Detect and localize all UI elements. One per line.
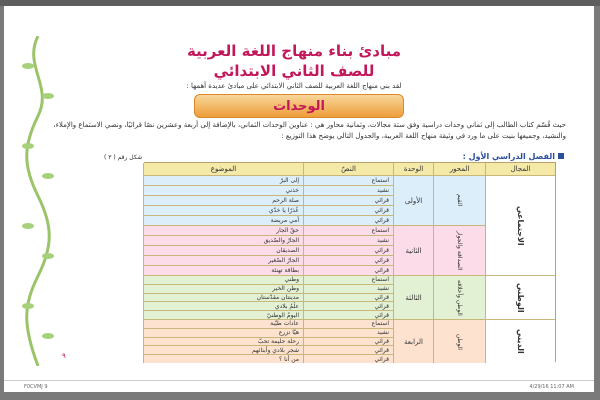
document-page bbox=[4, 6, 594, 392]
majal-label: الوطني bbox=[516, 282, 525, 313]
row-mawdoo: شجر بلادي وأبنائهم bbox=[143, 345, 303, 354]
row-nass: قرائي bbox=[303, 293, 393, 302]
row-mawdoo: حقّ الجار bbox=[143, 225, 303, 235]
row-mawdoo: أمي مريضة bbox=[143, 215, 303, 225]
square-bullet-icon bbox=[558, 153, 564, 159]
wahda-label: الأولى bbox=[404, 196, 423, 205]
row-nass: قرائي bbox=[303, 354, 393, 363]
row-mawdoo: علَمُ بلادي bbox=[143, 301, 303, 310]
header-mawdoo: الموضوع bbox=[143, 163, 303, 175]
decorative-vine-icon bbox=[18, 36, 58, 366]
row-mawdoo: الصديقان bbox=[143, 245, 303, 255]
units-table bbox=[144, 162, 556, 362]
wahda-label: الرابعة bbox=[404, 337, 423, 346]
mahwar-cell bbox=[433, 275, 485, 319]
row-nass: نشيد bbox=[303, 328, 393, 337]
row-nass: نشيد bbox=[303, 284, 393, 293]
mahwar-label: القيم bbox=[456, 194, 463, 207]
row-nass: قرائي bbox=[303, 337, 393, 346]
row-mawdoo: عادات طيّبة bbox=[143, 319, 303, 328]
mahwar-label: الوطن وأخلاقه bbox=[456, 279, 463, 316]
row-mawdoo: من أنا ؟ bbox=[143, 354, 303, 363]
wahda-cell bbox=[393, 319, 433, 363]
header-wahda: الوحدة bbox=[393, 163, 433, 175]
row-mawdoo: إلى البرّ bbox=[143, 175, 303, 185]
section-title bbox=[463, 152, 564, 161]
wahda-cell bbox=[393, 225, 433, 275]
intro-text: لقد بني منهاج اللغة العربية للصف الثاني الابتدائي على مبادئ عديدة أهمها : bbox=[186, 82, 402, 90]
mahwar-cell bbox=[433, 175, 485, 225]
row-nass: استماع bbox=[303, 275, 393, 284]
mahwar-cell bbox=[433, 319, 485, 363]
row-nass: قرائي bbox=[303, 310, 393, 319]
row-nass: قرائي bbox=[303, 265, 393, 275]
row-mawdoo: وطن الخير bbox=[143, 284, 303, 293]
row-mawdoo: اليومُ الوطنيّ bbox=[143, 310, 303, 319]
print-footer bbox=[4, 380, 594, 392]
row-nass: قرائي bbox=[303, 301, 393, 310]
row-mawdoo: صلة الرحم bbox=[143, 195, 303, 205]
row-mawdoo: عُذرًا يا خدّي bbox=[143, 205, 303, 215]
row-mawdoo: الجارُ والصّديق bbox=[143, 235, 303, 245]
majal-cell bbox=[485, 319, 555, 363]
wahda-cell bbox=[393, 275, 433, 319]
row-nass: استماع bbox=[303, 175, 393, 185]
row-nass: نشيد bbox=[303, 235, 393, 245]
header-mahwar: المحور bbox=[433, 163, 485, 175]
table-number: شكل رقم ( ٣ ) bbox=[104, 154, 143, 161]
row-mawdoo: رحلة حليمة تحبّ bbox=[143, 337, 303, 346]
row-mawdoo: هيّا نزرع bbox=[143, 328, 303, 337]
majal-cell bbox=[485, 275, 555, 319]
row-mawdoo: وطني bbox=[143, 275, 303, 284]
majal-cell bbox=[485, 175, 555, 275]
mahwar-label: الصداقة والجوار bbox=[456, 230, 463, 271]
mahwar-label: الوطن bbox=[456, 333, 463, 350]
header-nass: النصّ bbox=[303, 163, 393, 175]
row-nass: قرائي bbox=[303, 195, 393, 205]
title-line-1: مبادئ بناء منهاج اللغة العربية bbox=[186, 42, 402, 60]
page-number: ٩ bbox=[62, 352, 66, 360]
section-title-text: الفصل الدراسي الأول : bbox=[462, 152, 555, 161]
row-nass: قرائي bbox=[303, 245, 393, 255]
row-nass: استماع bbox=[303, 225, 393, 235]
row-nass: نشيد bbox=[303, 185, 393, 195]
footer-right: 4/29/16 11:07 AM bbox=[529, 384, 574, 390]
row-nass: استماع bbox=[303, 319, 393, 328]
wahda-cell bbox=[393, 175, 433, 225]
title-line-2: للصف الثاني الابتدائي bbox=[213, 62, 375, 80]
footer-left: F0CVMJ 9 bbox=[24, 384, 48, 390]
row-nass: قرائي bbox=[303, 215, 393, 225]
majal-label: الاجتماعي bbox=[516, 205, 525, 246]
mahwar-cell bbox=[433, 225, 485, 275]
row-mawdoo: الجارُ الصّغير bbox=[143, 255, 303, 265]
majal-label: الديني bbox=[516, 329, 525, 354]
row-nass: قرائي bbox=[303, 255, 393, 265]
row-nass: قرائي bbox=[303, 345, 393, 354]
header-majal: المجال bbox=[485, 163, 555, 175]
row-mawdoo: مدينتان مقدّستان bbox=[143, 293, 303, 302]
row-mawdoo: خذني bbox=[143, 185, 303, 195]
wahda-label: الثانية bbox=[405, 246, 422, 255]
description-paragraph: حيث قُسّم كتاب الطالب إلى ثماني وحدات دراسية وفق ستة مجالات، وثمانية محاور هي : عناوين الوحدات الثماني، بالإضافة إلى أربعة وعشرين نصًا قرائيًا، ونصي الاستماع والإملاء، والنشيد، وجميعها بنيت على ما ورد في وثيقة منهاج اللغة العربية، والجدول التالي يوضح هذا التوزيع : bbox=[53, 121, 566, 140]
wahda-label: الثالثة bbox=[405, 293, 422, 302]
units-banner: الوحدات bbox=[194, 94, 404, 118]
row-mawdoo: بطاقة تهنئة bbox=[143, 265, 303, 275]
row-nass: قرائي bbox=[303, 205, 393, 215]
